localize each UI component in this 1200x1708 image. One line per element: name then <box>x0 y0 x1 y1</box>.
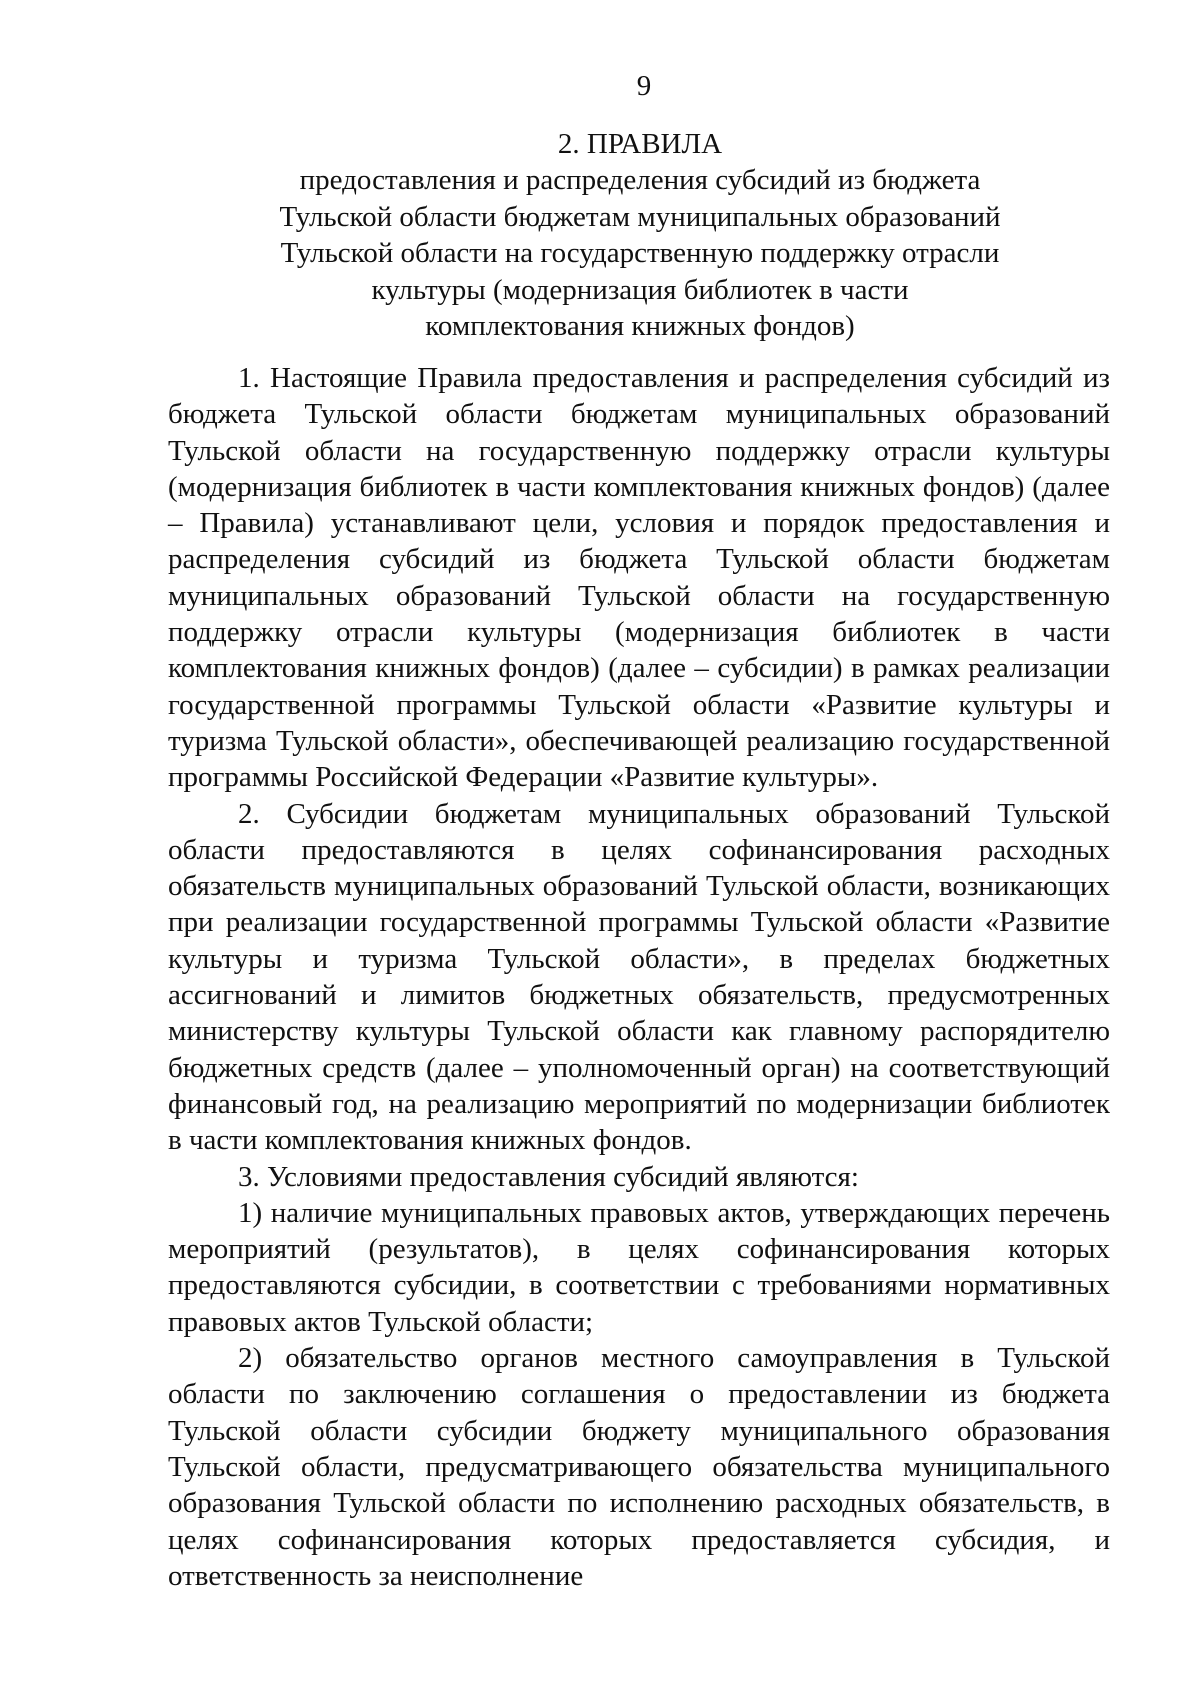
document-title <box>240 126 1040 344</box>
paragraph-3: 3. Условиями предоставления субсидий являются: <box>238 1160 859 1193</box>
paragraph-1: 1. Настоящие Правила предоставления и распределения субсидий из бюджета Тульской области бюджетам муниципальных образований Тульской области на государственную поддержку отрасли культуры (модернизация библиотек в части комплектования книжных фондов) (далее – Правила) устанавливают цели, условия и порядок предоставления и распределения субсидий из бюджета Тульской области бюджетам муниципальных образований Тульской области на государственную поддержку отрасли культуры (модернизация библиотек в части комплектования книжных фондов) (далее – субсидии) в рамках реализации государственной программы Тульской области «Развитие культуры и туризма Тульской области», обеспечивающей реализацию государственной программы Российской Федерации «Развитие культуры». <box>168 362 1110 794</box>
page-number: 9 <box>636 70 652 102</box>
title-line: Тульской области бюджетам муниципальных образований <box>279 200 1001 233</box>
title-line: культуры (модернизация библиотек в части <box>371 273 909 306</box>
title-line: комплектования книжных фондов) <box>425 310 855 343</box>
title-heading: 2. ПРАВИЛА <box>557 128 723 160</box>
paragraph-3-item-2: 2) обязательство органов местного самоуправления в Тульской области по заключению соглашения о предоставлении из бюджета Тульской области субсидии бюджету муниципального образования Тульской области, предусматривающего обязательства муниципального образования Тульской области по исполнению расходных обязательств, в целях софинансирования которых предоставляется субсидия, и ответственность за неисполнение <box>168 1342 1110 1592</box>
title-line: предоставления и распределения субсидий из бюджета <box>299 164 981 197</box>
paragraph-2: 2. Субсидии бюджетам муниципальных образований Тульской области предоставляются в целях софинансирования расходных обязательств муниципальных образований Тульской области, возникающих при реализации государственной программы Тульской области «Развитие культуры и туризма Тульской области», в пределах бюджетных ассигнований и лимитов бюджетных обязательств, предусмотренных министерству культуры Тульской области как главному распорядителю бюджетных средств (далее – уполномоченный орган) на соответствующий финансовый год, на реализацию мероприятий по модернизации библиотек в части комплектования книжных фондов. <box>168 797 1110 1157</box>
document-body <box>168 360 1110 1594</box>
title-line: Тульской области на государственную поддержку отрасли <box>280 237 1000 270</box>
paragraph-3-item-1: 1) наличие муниципальных правовых актов, утверждающих перечень мероприятий (результатов), в целях софинансирования которых предоставляются субсидии, в соответствии с требованиями нормативных правовых актов Тульской области; <box>168 1196 1110 1338</box>
